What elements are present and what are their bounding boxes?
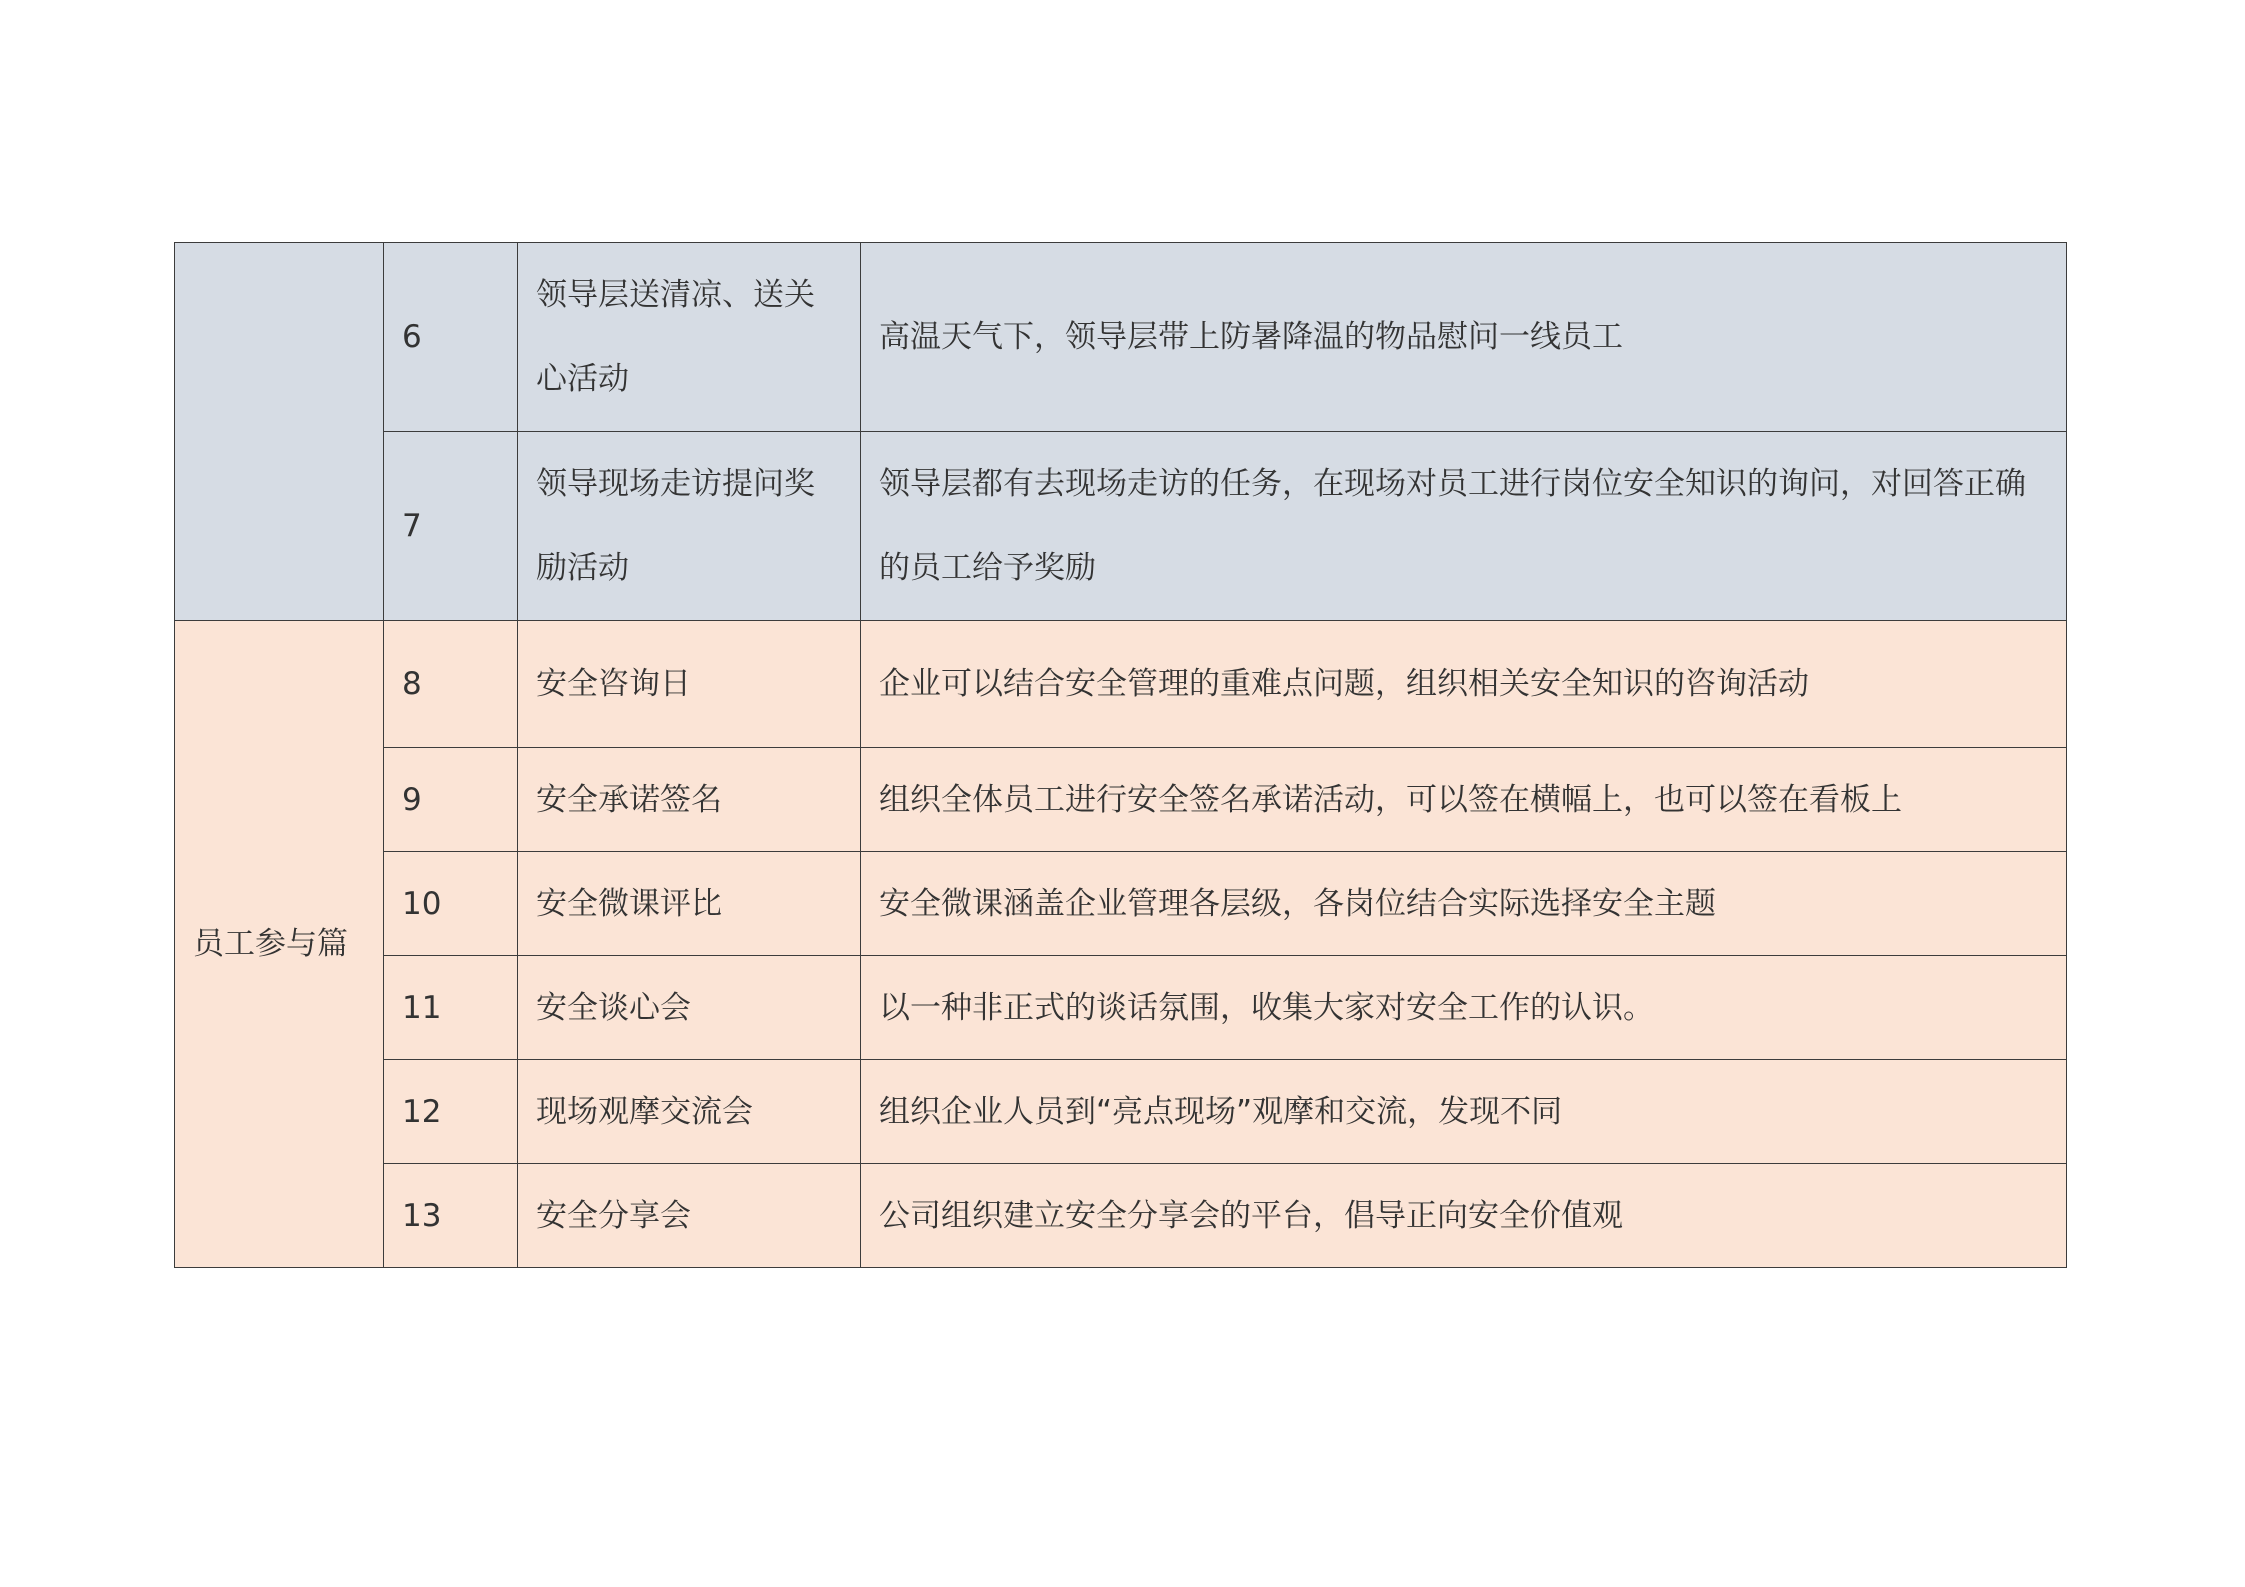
table-row: [175, 1060, 2067, 1164]
activity-description: 组织企业人员到“亮点现场”观摩和交流，发现不同: [861, 1060, 2067, 1164]
table-row: [175, 243, 2067, 432]
table-row: [175, 432, 2067, 621]
row-number: 10: [384, 852, 518, 956]
activity-table: [174, 242, 2067, 1268]
activity-name: 领导层送清凉、送关心活动: [518, 243, 861, 432]
row-number: 6: [384, 243, 518, 432]
table-row: [175, 748, 2067, 852]
activity-description: 以一种非正式的谈话氛围，收集大家对安全工作的认识。: [861, 956, 2067, 1060]
activity-description: 领导层都有去现场走访的任务，在现场对员工进行岗位安全知识的询问，对回答正确的员工给予奖励: [861, 432, 2067, 621]
activity-name: 安全微课评比: [518, 852, 861, 956]
activity-description: 公司组织建立安全分享会的平台，倡导正向安全价值观: [861, 1164, 2067, 1268]
activity-description: 企业可以结合安全管理的重难点问题，组织相关安全知识的咨询活动: [861, 621, 2067, 748]
row-number: 8: [384, 621, 518, 748]
category-cell: [175, 243, 384, 621]
row-number: 12: [384, 1060, 518, 1164]
activity-name: 安全分享会: [518, 1164, 861, 1268]
table-row: [175, 956, 2067, 1060]
table-row: [175, 621, 2067, 748]
activity-name: 安全咨询日: [518, 621, 861, 748]
category-cell: 员工参与篇: [175, 621, 384, 1268]
row-number: 13: [384, 1164, 518, 1268]
activity-name: 安全谈心会: [518, 956, 861, 1060]
activity-description: 高温天气下，领导层带上防暑降温的物品慰问一线员工: [861, 243, 2067, 432]
table-row: [175, 852, 2067, 956]
row-number: 11: [384, 956, 518, 1060]
activity-name: 领导现场走访提问奖励活动: [518, 432, 861, 621]
table-row: [175, 1164, 2067, 1268]
activity-description: 安全微课涵盖企业管理各层级，各岗位结合实际选择安全主题: [861, 852, 2067, 956]
row-number: 9: [384, 748, 518, 852]
row-number: 7: [384, 432, 518, 621]
activity-name: 现场观摩交流会: [518, 1060, 861, 1164]
activity-name: 安全承诺签名: [518, 748, 861, 852]
activity-description: 组织全体员工进行安全签名承诺活动，可以签在横幅上，也可以签在看板上: [861, 748, 2067, 852]
